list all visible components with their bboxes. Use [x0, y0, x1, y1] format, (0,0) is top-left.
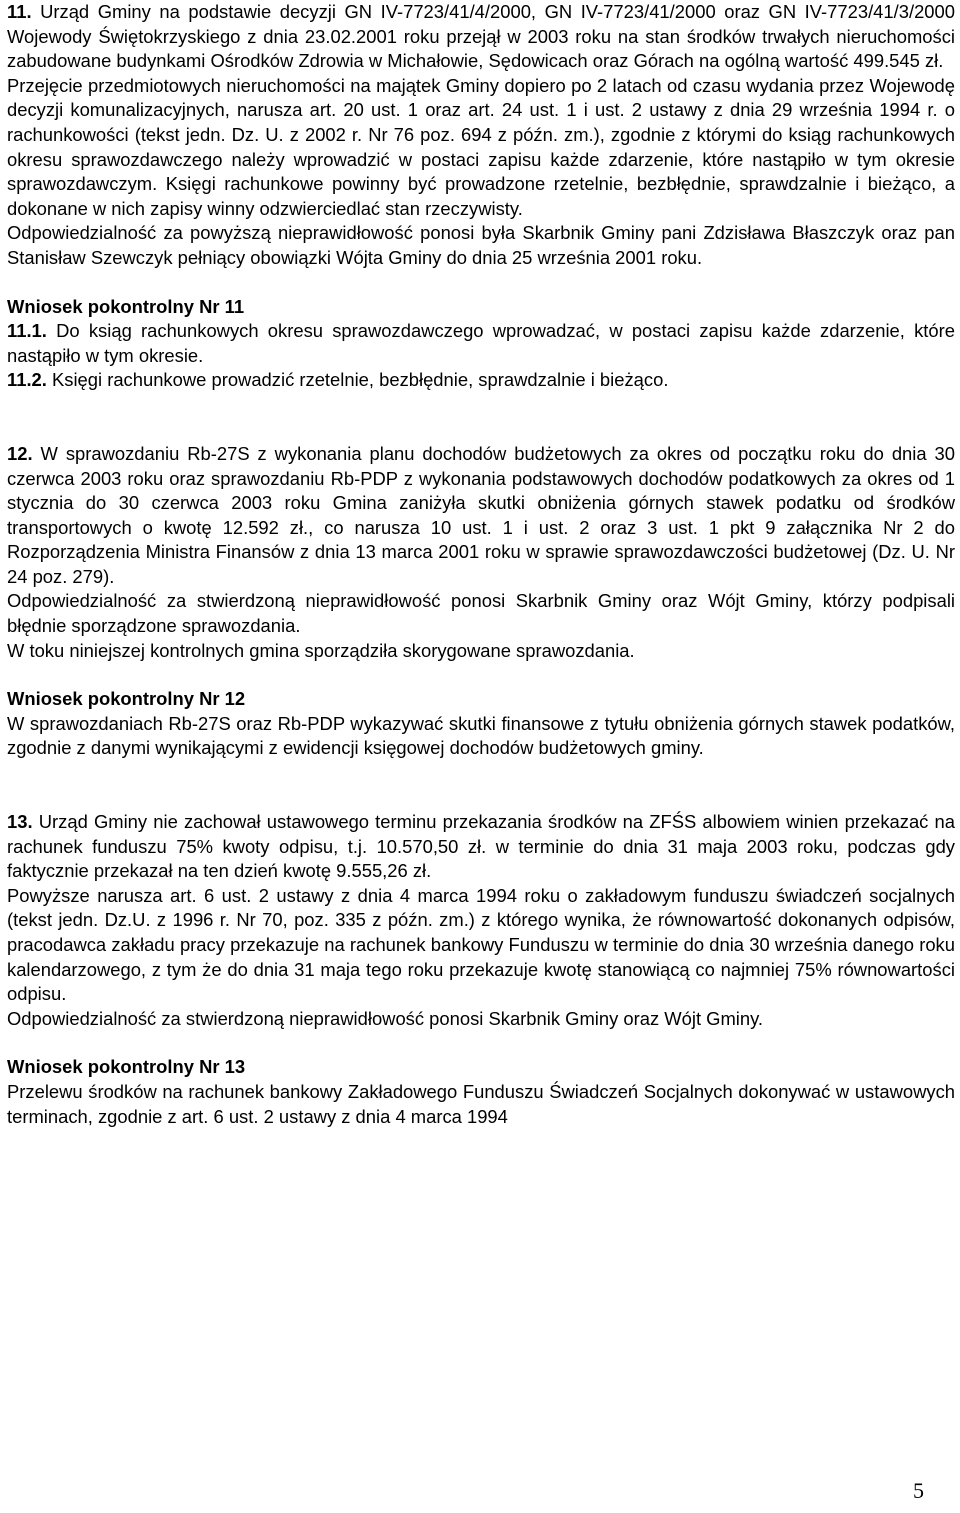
wniosek-13: [7, 1055, 955, 1129]
wniosek-13-text: Przelewu środków na rachunek bankowy Zakładowego Funduszu Świadczeń Socjalnych dokonywać w ustawowych terminach, zgodnie z art. 6 ust. 2 ustawy z dnia 4 marca 1994: [7, 1080, 955, 1127]
wniosek-11-item-2: [7, 368, 955, 393]
section-11-paragraph-1: [7, 0, 955, 74]
section-13-paragraph-1: [7, 810, 955, 884]
wniosek-11-item-2-number: 11.2.: [7, 369, 47, 391]
section-11: [7, 0, 955, 271]
spacer: [7, 1031, 955, 1055]
wniosek-11-item-2-text: Księgi rachunkowe prowadzić rzetelnie, bezbłędnie, sprawdzalnie i bieżąco.: [46, 369, 669, 391]
wniosek-11-heading: Wniosek pokontrolny Nr 11: [7, 295, 245, 317]
section-12-paragraph-1: [7, 442, 955, 590]
section-13-number: 13.: [7, 811, 33, 833]
section-12-number: 12.: [7, 442, 33, 464]
spacer: [7, 663, 955, 687]
wniosek-12: [7, 687, 955, 761]
page-number: 5: [913, 1478, 924, 1503]
section-11-paragraph-2: Przejęcie przedmiotowych nieruchomości na majątek Gminy dopiero po 2 latach od czasu wydania przez Wojewodę decyzji komunalizacyjnych, narusza art. 20 ust. 1 oraz art. 24 ust. 1 i ust. 2 ustawy z dnia 29 września 1994 r. o rachunkowości (tekst jedn. Dz. U. z 2002 r. Nr 76 poz. 694 z późn. zm.), zgodnie z którymi do ksiąg rachunkowych okresu sprawozdawczego należy wprowadzić w postaci zapisu każde zdarzenie, które nastąpiło w tym okresie sprawozdawczym. Księgi rachunkowe powinny być prowadzone rzetelnie, bezbłędnie, sprawdzalnie i bieżąco, a dokonane w nich zapisy winny odzwierciedlać stan rzeczywisty.: [7, 74, 955, 219]
section-13-paragraph-1-text: Urząd Gminy nie zachował ustawowego terminu przekazania środków na ZFŚS albowiem winien przekazać na rachunek funduszu 75% kwoty odpisu, t.j. 10.570,50 zł. w terminie do dnia 31 maja 2003 roku, podczas gdy faktycznie przekazał na ten dzień kwotę 9.555,26 zł.: [7, 811, 955, 882]
section-11-paragraph-3: Odpowiedzialność za powyższą nieprawidłowość ponosi była Skarbnik Gminy pani Zdzisława Błaszczyk oraz pan Stanisław Szewczyk pełniący obowiązki Wójta Gminy do dnia 25 września 2001 roku.: [7, 222, 955, 268]
wniosek-11: [7, 295, 955, 393]
wniosek-11-item-1-text: Do ksiąg rachunkowych okresu sprawozdawczego wprowadzać, w postaci zapisu każde zdarzenie, które nastąpiło w tym okresie.: [7, 320, 955, 366]
wniosek-12-heading: Wniosek pokontrolny Nr 12: [7, 688, 246, 710]
section-11-number: 11.: [7, 1, 32, 22]
section-12: [7, 442, 955, 663]
spacer: [7, 761, 955, 810]
section-11-paragraph-1-text: Urząd Gminy na podstawie decyzji GN IV-7723/41/4/2000, GN IV-7723/41/2000 oraz GN IV-7723/41/3/2000 Wojewody Świętokrzyskiego z dnia 23.02.2001 roku przejął w 2003 roku na stan środków trwałych nieruchomości zabudowane budynkami Ośrodków Zdrowia w Michałowie, Sędowicach oraz Górach na ogólną wartość 499.545 zł.: [7, 1, 955, 72]
section-13-paragraph-3: Odpowiedzialność za stwierdzoną nieprawidłowość ponosi Skarbnik Gminy oraz Wójt Gminy.: [7, 1007, 764, 1029]
section-12-paragraph-1-text: W sprawozdaniu Rb-27S z wykonania planu dochodów budżetowych za okres od początku roku do dnia 30 czerwca 2003 roku oraz sprawozdaniu Rb-PDP z wykonania podstawowych dochodów podatkowych za okres od 1 stycznia do 30 czerwca 2003 roku Gmina zaniżyła skutki obniżenia górnych stawek podatku od środków transportowych o kwotę 12.592 zł., co narusza 10 ust. 1 i ust. 2 oraz 3 ust. 1 pkt 9 załącznika Nr 2 do Rozporządzenia Ministra Finansów z dnia 13 marca 2001 roku w sprawie sprawozdawczości budżetowej (Dz. U. Nr 24 poz. 279).: [7, 442, 955, 587]
section-12-paragraph-2: Odpowiedzialność za stwierdzoną nieprawidłowość ponosi Skarbnik Gminy oraz Wójt Gminy, którzy podpisali błędnie sporządzone sprawozdania.: [7, 590, 955, 637]
spacer: [7, 393, 955, 442]
section-13: [7, 810, 955, 1031]
section-12-paragraph-3: W toku niniejszej kontrolnych gmina sporządziła skorygowane sprawozdania.: [7, 639, 635, 661]
document-page: [7, 0, 955, 1129]
wniosek-13-heading: Wniosek pokontrolny Nr 13: [7, 1056, 246, 1078]
section-13-paragraph-2: Powyższe narusza art. 6 ust. 2 ustawy z dnia 4 marca 1994 roku o zakładowym funduszu świadczeń socjalnych (tekst jedn. Dz.U. z 1996 r. Nr 70, poz. 335 z późn. zm.) z którego wynika, że równowartość dokonanych odpisów, pracodawca zakładu pracy przekazuje na rachunek bankowy Funduszu w terminie do dnia 30 września danego roku kalendarzowego, z tym że do dnia 31 maja tego roku przekazuje kwotę stanowiącą co najmniej 75% równowartości odpisu.: [7, 884, 955, 1005]
wniosek-12-text: W sprawozdaniach Rb-27S oraz Rb-PDP wykazywać skutki finansowe z tytułu obniżenia górnych stawek podatków, zgodnie z danymi wynikającymi z ewidencji księgowej dochodów budżetowych gminy.: [7, 712, 955, 759]
wniosek-11-item-1-number: 11.1.: [7, 320, 47, 342]
wniosek-11-item-1: [7, 319, 955, 368]
spacer: [7, 271, 955, 295]
